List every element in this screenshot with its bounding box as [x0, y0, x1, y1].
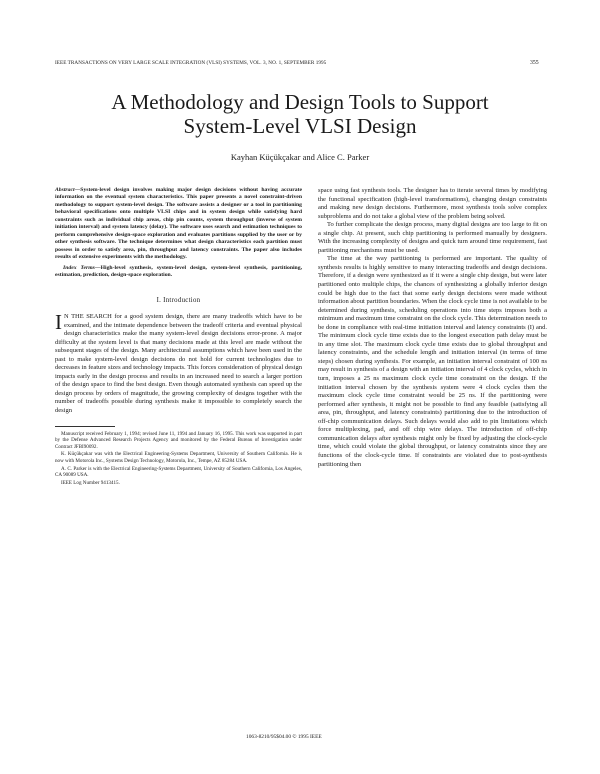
right-column — [318, 187, 547, 469]
footnote: Manuscript received February 1, 1994; revised June 11, 1994 and January 16, 1995. This work was supported in part by the Defense Advanced Research Projects Agency and monitored by the Federal Bureau of Investigation under Contract JFBI90092. — [55, 430, 302, 450]
page-number: 355 — [530, 60, 539, 66]
intro-lead: N THE SEARCH — [64, 312, 112, 320]
left-column — [55, 187, 302, 487]
title-line-2: System-Level VLSI Design — [183, 114, 417, 138]
footnote: IEEE Log Number 9413415. — [61, 479, 120, 486]
abstract — [55, 187, 302, 262]
body-paragraph: To further complicate the design process, many digital designs are too large to fit on a single chip. At present, such chip partitioning is performed manually by designers. With the increasing complexity of designs and quick turn around time requirement, fast partitioning mechanisms must be used. — [318, 221, 547, 254]
index-terms-text: High-level synthesis, system-level design, system-level synthesis, partitioning, estimation, prediction, design-space exploration. — [55, 264, 302, 278]
abstract-label: Abstract— — [55, 187, 81, 193]
copyright-notice: 1063-8210/95$04.00 © 1995 IEEE — [246, 734, 322, 740]
footnote: K. Küçükçakar was with the Electrical Engineering-Systems Department, University of Southern California. He is now with Motorola Inc., Systems Design Technology, Motorola, Inc., Tempe, AZ 85284 USA. — [55, 451, 302, 464]
body-paragraph: space using fast synthesis tools. The designer has to iterate several times by modifying the functional specification (high-level transformations), changing design constraints and making new design decisions. Furthermore, most synthesis tools solve complex subproblems and do not take a global view of the problem being solved. — [318, 187, 547, 220]
footnote: A. C. Parker is with the Electrical Engineering-Systems Department, University of Southern California, Los Angeles, CA 90089 USA. — [55, 465, 302, 479]
index-terms-label: Index Terms— — [63, 264, 101, 271]
intro-paragraph — [55, 309, 303, 416]
paper-title — [40, 90, 560, 138]
intro-body: for a good system design, there are many tradeoffs which have to be examined, and the intimate dependence between the tradeoff criteria and eventual physical design characteristics make the many system-level design decisions error-prone. A major difficulty at the system level is that many decisions made at this level are made without the subsequent stages of the design. Many architectural assumptions which have been used in the past to make system-level design decisions do not hold for current technologies due to decreases in feature sizes and technology impacts. This forces consideration of physical design impacts early in the design process and results in an increased need to search a larger portion of the design space to find the best design. Even though automated synthesis can speed up the design process by orders of magnitude, the growing complexity of designs together with the number of tradeoffs possible during synthesis make it impossible to completely search the design — [55, 312, 303, 414]
body-paragraph: The time at the way partitioning is performed are important. The quality of synthesis results is highly sensitive to many interacting tradeoffs and design decisions. Therefore, if a design were synthesized as if it were a single chip design, but were later partitioned onto multiple chips, the chances of synthesizing a globally inferior design could be high due to the fact that some early design decisions were made without information about partition boundaries. When the clock cycle time is not available to be determined during synthesis, scheduling operations into time steps imposes both a minimum and maximum time constraint on the clock cycle. This determination needs to be done in compliance with real-time initiation interval and latency constraints (I) and. The minimum clock cycle time exists due to the longest execution path delay must be in any time slot. The maximum clock cycle time exists due to global throughput and latency constraints, and the schedule length and initiation interval (in terms of time steps) chosen during synthesis. For example, an initiation interval constraint of 100 ns may result in synthesis of a design with an initiation interval of 4 clock cycles, which in turn, imposes a 25 ns maximum clock cycle time constraint on the design. If the initiation interval chosen by the synthesis system were 4 clock cycles then the maximum clock cycle time constraint would be 25 ns. If the partitioning were performed after synthesis, it might not be possible to find any feasible (satisfying all area, pin, throughput, and latency constraints) partitioning due to the introduction of off-chip communication delays. Such delays would also add to pin limitations which force multiplexing, pad, and off chip wire delays. The introduction of off-chip communication delays after synthesis might only be fixed by adjusting the clock-cycle time, which could violate the global throughput, or latency constraints since they are functions of the clock-cycle time. If constraints are violated due to post-synthesis partitioning then — [318, 255, 547, 468]
authors: Kayhan Küçükçakar and Alice C. Parker — [230, 152, 370, 162]
running-head: IEEE TRANSACTIONS ON VERY LARGE SCALE INTEGRATION (VLSI) SYSTEMS, VOL. 3, NO. 1, SEPTEMBER 1995 — [55, 60, 327, 66]
footnote-divider — [55, 426, 115, 427]
abstract-text: System-level design involves making major design decisions without having accurate information on the eventual system characteristics. This paper presents a novel constraint-driven methodology to support system-level design. The software assists a designer or a tool in partitioning behavioral specifications onto multiple VLSI chips and in system design while satisfying hard constraints such as individual chip areas, chip pin counts, system throughput (inverse of system initiation interval) and system latency (delay). The software uses search and estimation techniques to perform comprehensive design-space exploration and evaluates partitions supplied by the user or by other synthesis software. The technique determines what design characteristics each partition must possess in order to satisfy area, pin, throughput and latency constraints. The paper also includes results of extensive experiments with the methodology. — [55, 187, 302, 261]
title-line-1: A Methodology and Design Tools to Support — [111, 90, 489, 114]
index-terms — [55, 265, 302, 280]
section-heading: I. Introduction — [156, 297, 201, 305]
drop-cap: I — [55, 309, 62, 334]
